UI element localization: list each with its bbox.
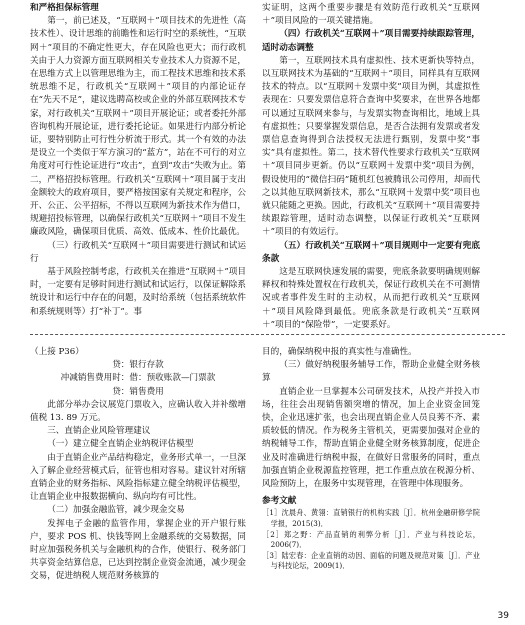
paragraph: 和严格担保标管理 xyxy=(30,3,99,13)
section-heading: （一）建立健全直销企业纳税评估模型 xyxy=(47,439,194,450)
references-title: 参考文献 xyxy=(262,496,297,507)
top-right-column xyxy=(262,2,480,332)
paragraph: 基于风险控制考虑，行政机关在推进“互联网＋”项目时，一定要有足够时间进行测试和试运行，以保证解除系统设计和运行中存在的问题，及时给系统（包括系统软件和系统规则等）打“补丁”。事 xyxy=(30,267,246,317)
section-heading: （三）做好纳税服务辅导工作，帮助企业健全财务核算 xyxy=(262,360,480,384)
paragraph: 目的，确保纳税申报的真实性与准确性。 xyxy=(262,347,417,357)
journal-entry: 贷：销售费用 xyxy=(112,386,164,397)
paragraph: 直销企业一旦掌握本公司研发技术，从投产并投入市场，往往会出现销售额突增的情况，加上企业资金回笼快，企业迅速扩张，也会出现直销企业人员良莠不齐、素质较低的情况。作为税务主管机关，更需要加强对企业的纳税辅导工作，帮助直销企业健全财务核算制度，促进企业及时准确进行纳税申报，在做好日常服务的同时，重点加强直销企业税源监控管理，把工作重点放在税源分析、风险预防上，在服务中实现管理，在管理中体现服务。 xyxy=(262,386,480,490)
paragraph: 发挥电子金融的监管作用，掌握企业的开户银行账户，要求 POS 机、快钱等网上金融系统的交易数据，同时应加强税务机关与金融机构的合作，使银行、税务部门共享资金结算信息，已达到控制企业资金流通，减少现金交易，促进纳税人规范财务核算的 xyxy=(30,518,246,582)
paragraph: 第一，前已述及，“互联网＋”项目技术的先进性（高技术性）、设计思维的前瞻性和运行时空的系统性，“互联网＋”项目的不确定性更大，存在风险也更大；而行政机关由于人力资源方面互联网相关专业技术人力资源不足，在思维方式上以管理思维为主，而工程技术思维和技术系统思维不足，行政机关“互联网＋”项目的内部论证存在“先天不足”，建议选聘高校或企业的外部互联网技术专家，对行政机关“互联网＋”项目开展论证；或者委托外部咨询机构开展论证，进行委托论证。如果进行内部分析论证，要特别防止可行性分析流于形式。其一个有效的办法是设立一个类似于军方演习的“蓝方”，站在不可行的对立角度对可行性论证进行“攻击”，直到“攻击”失败为止。第二，严格招投标管理。行政机关“互联网＋”项目属于支出金额较大的政府项目，要严格按国家有关规定和程序，公开、公正、公平招标，不得以互联网为新技术作为借口，规避招投标管理，以确保行政机关“互联网＋”项目不发生廉政风险，确保项目优质、高效、低成本、性价比最优。 xyxy=(30,16,246,238)
paragraph: 由于直销企业产品结构稳定，业务形式单一，一旦深入了解企业经营模式后，征管也相对容易。建议针对所辖直销企业的财务指标、风险指标建立健全纳税评估模型，让直销企业申报数据横向、纵向均有可比性。 xyxy=(30,452,246,503)
top-left-column xyxy=(30,2,246,319)
paragraph: 此部分举办会议展览门票收入，应确认收入并补缴增值税 13. 89 万元。 xyxy=(30,399,246,424)
paragraph: 第一，互联网技术具有虚拟性、技术更新快等特点，以互联网技术为基础的“互联网＋”项目，同样具有互联网技术的特点。以“互联网＋发票中奖”项目为例，其虚拟性表现在：只要发票信息符合查询中奖要求，在世界各地都可以通过互联网来参与，与发票实物查询相比，地域上具有虚拟性；只要掌握发票信息，是否合法拥有发票或者发票信息查询得到合法授权无法进行甄别，发票中奖“事实”具有虚拟性。第二，技术替代性要求行政机关“互联网＋”项目同步更新。仍以“互联网＋发票中奖”项目为例，假设使用的“微信扫码”随机红包被腾讯公司停用，却而代之以其他互联网新技术，那么“互联网＋发票中奖”项目也就只能随之更换。因此，行政机关“互联网＋”项目需要持续跟踪管理，适时动态调整，以保证行政机关“互联网＋”项目的有效运行。 xyxy=(262,55,480,238)
reference-item: ［3］陆宏春：企业直销的动因、面临的问题及规范对策［J］．产业与科技论坛，2009(1)． xyxy=(262,550,480,571)
section-heading: （五）行政机关“互联网＋”项目规则中一定要有兜底条款 xyxy=(262,240,480,264)
section-heading: （二）加强金融监管，减少现金交易 xyxy=(47,505,185,516)
section-heading: （三）行政机关“互联网＋”项目需要进行测试和试运行 xyxy=(30,240,246,264)
bottom-right-column xyxy=(262,346,480,572)
section-divider xyxy=(30,334,505,335)
bottom-left-column xyxy=(30,346,246,584)
paragraph: 实证明，这两个重要步骤是有效防范行政机关“互联网＋”项目风险的一项关键措施。 xyxy=(262,3,480,27)
journal-entry: 贷：银行存款 xyxy=(112,360,164,371)
reference-item: ［1］沈晨舟、黄翎：直销银行的机构实践［J］．杭州金融研修学院学报，2015(3)． xyxy=(262,508,480,529)
reference-item: ［2］郑之野：产品直销的利弊分析［J］．产业与科技论坛，2006(7)． xyxy=(262,529,480,550)
section-heading: （四）行政机关“互联网＋”项目需要持续跟踪管理，适时动态调整 xyxy=(262,29,480,53)
journal-entry: 冲减销售费用时：借：预收账款—门票款 xyxy=(60,373,216,384)
page-number: 39 xyxy=(497,610,509,621)
references-list xyxy=(262,508,480,572)
continuation-note: （上接 P36） xyxy=(30,347,84,357)
section-heading: 三、直销企业风险管理建议 xyxy=(47,426,151,437)
paragraph: 这是互联网快速发展的需要，兜底条款要明确规则解释权和特殊处置权在行政机关，保证行政机关在不可测情况或者事件发生时的主动权，从而把行政机关“互联网＋”项目风险降到最低。兜底条款是行政机关“互联网＋”项目的“保险带”，一定要系好。 xyxy=(262,267,480,330)
